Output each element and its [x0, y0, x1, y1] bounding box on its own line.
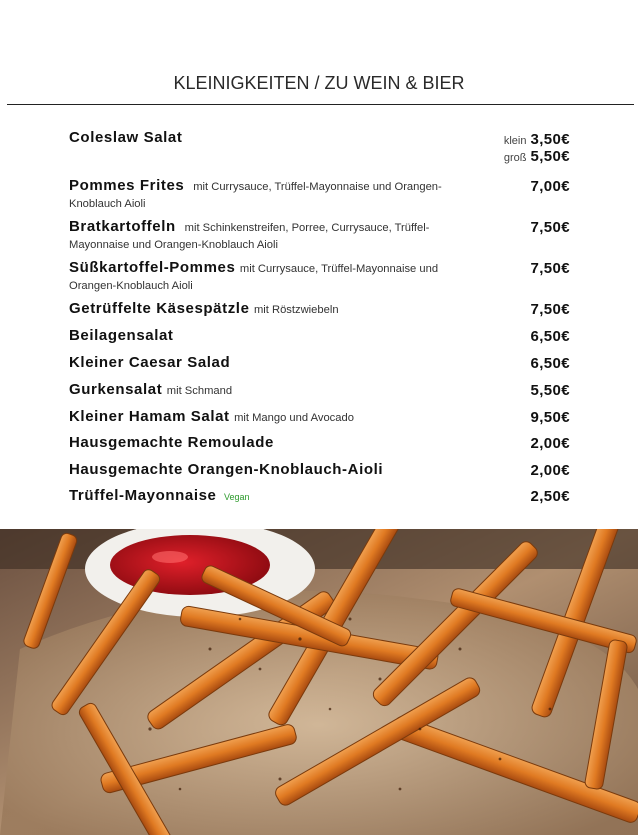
title-divider [7, 104, 634, 105]
item-name: Getrüffelte Käsespätzle [69, 300, 250, 317]
item-price: 3,50€ [530, 131, 570, 148]
item-price: 7,50€ [530, 260, 570, 277]
item-description: mit Currysauce, Trüffel-Mayonnaise und Orangen-Knoblauch Aioli [69, 181, 442, 210]
menu-item-aioli [69, 462, 574, 477]
item-price: 5,50€ [530, 148, 570, 165]
item-name: Coleslaw Salat [69, 129, 183, 146]
menu-item-caesar-salad [69, 355, 574, 370]
item-name: Trüffel-Mayonnaise [69, 487, 217, 504]
menu-item-trueffel-mayonnaise [69, 488, 574, 505]
menu-item-pommes-frites [69, 178, 574, 212]
item-name: Kleiner Hamam Salat [69, 408, 230, 425]
menu-item-bratkartoffeln [69, 219, 574, 253]
item-price: 5,50€ [530, 382, 570, 399]
vegan-tag: Vegan [223, 492, 250, 502]
menu-item-gurkensalat [69, 382, 574, 399]
item-description: mit Currysauce, Trüffel-Mayonnaise und Orangen-Knoblauch Aioli [69, 263, 439, 292]
item-price: 7,50€ [530, 219, 570, 236]
item-price: 2,50€ [530, 488, 570, 505]
item-price: 9,50€ [530, 409, 570, 426]
menu-item-hamam-salat [69, 409, 574, 426]
item-price: 2,00€ [530, 435, 570, 452]
menu-item-coleslaw [69, 129, 574, 165]
size-label: groß [503, 152, 527, 164]
size-row-small [504, 131, 570, 149]
menu-item-remoulade [69, 435, 574, 450]
item-name: Gurkensalat [69, 381, 163, 398]
item-name: Hausgemachte Remoulade [69, 434, 274, 451]
item-price: 6,50€ [530, 355, 570, 372]
menu-item-suesskartoffel-pommes [69, 260, 574, 294]
size-label: klein [503, 135, 527, 147]
item-price: 2,00€ [530, 462, 570, 479]
item-price: 7,00€ [530, 178, 570, 195]
menu-item-beilagensalat [69, 328, 574, 343]
item-name: Bratkartoffeln [69, 218, 176, 235]
item-description: mit Mango und Avocado [234, 412, 354, 424]
item-name: Pommes Frites [69, 177, 185, 194]
item-description: mit Schmand [166, 385, 233, 397]
food-photo [0, 529, 638, 835]
sweet-potato-fries-image [0, 529, 638, 835]
menu-item-kaesespaetzle [69, 301, 574, 318]
page-title: KLEINIGKEITEN / ZU WEIN & BIER [173, 73, 465, 93]
item-name: Beilagensalat [69, 327, 174, 344]
item-price: 6,50€ [530, 328, 570, 345]
item-price: 7,50€ [530, 301, 570, 318]
item-name: Süßkartoffel-Pommes [69, 259, 236, 276]
size-row-large [504, 148, 570, 166]
item-description: mit Röstzwiebeln [253, 304, 339, 316]
item-name: Hausgemachte Orangen-Knoblauch-Aioli [69, 461, 384, 478]
item-name: Kleiner Caesar Salad [69, 354, 231, 371]
item-description: mit Schinkenstreifen, Porree, Currysauce, Trüffel-Mayonnaise und Orangen-Knoblauch Aioli [69, 222, 430, 251]
